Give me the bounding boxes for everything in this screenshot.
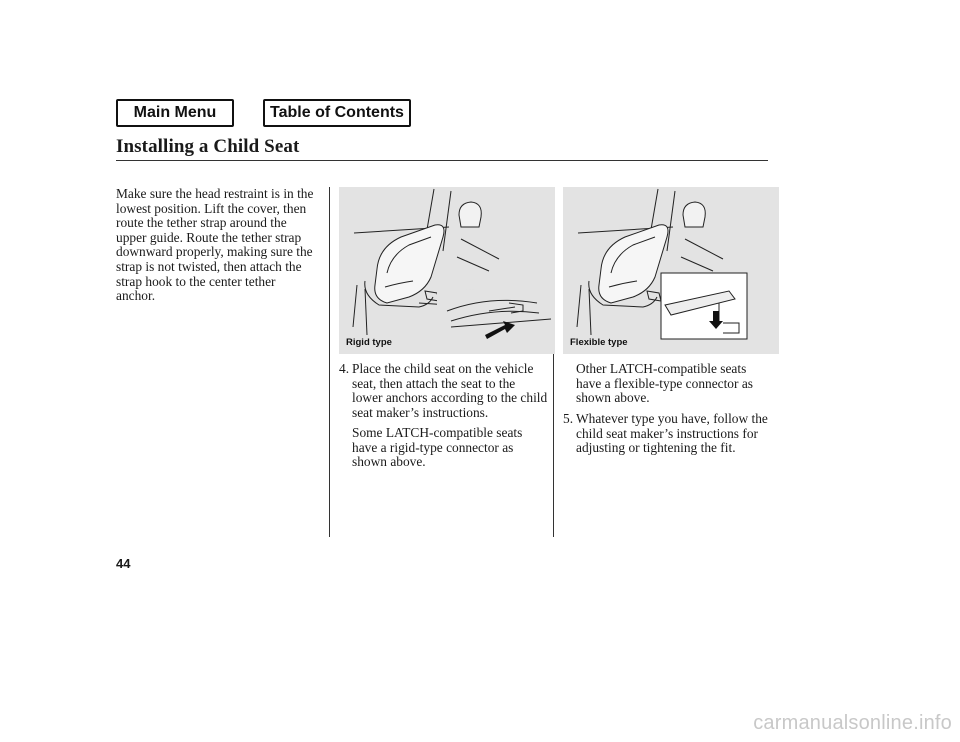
step-text: Whatever type you have, follow the child seat maker’s instructions for adjusting or tightening the fit. [576, 411, 768, 456]
step-text: Place the child seat on the vehicle seat, then attach the seat to the lower anchors according to the child seat maker’s instructions. [352, 361, 548, 420]
rigid-connector-illustration [339, 187, 555, 354]
figure-caption-rigid: Rigid type [346, 337, 392, 348]
flexible-connector-illustration [563, 187, 779, 354]
watermark: carmanualsonline.info [753, 712, 952, 734]
step-number: 5. [563, 411, 574, 426]
step-4-note: Some LATCH-compatible seats have a rigid-type connector as shown above. [352, 425, 523, 470]
column-divider-left [329, 187, 330, 537]
figure-rigid-type [339, 187, 555, 354]
main-menu-button[interactable]: Main Menu [116, 99, 234, 127]
flexible-note: Other LATCH-compatible seats have a flexible-type connector as shown above. [576, 361, 753, 406]
step-5 [563, 412, 773, 456]
figure-caption-flexible: Flexible type [570, 337, 628, 348]
step-4 [339, 362, 549, 420]
figure-flexible-type [563, 187, 779, 354]
page-title: Installing a Child Seat [116, 136, 300, 157]
step-number: 4. [339, 361, 350, 376]
page-number: 44 [116, 556, 131, 571]
table-of-contents-button[interactable]: Table of Contents [263, 99, 411, 127]
instruction-paragraph: Make sure the head restraint is in the lowest position. Lift the cover, then route the tether strap around the upper guide. Route the tether strap downward properly, making sure the strap is not twisted, then attach the strap hook to the center tether anchor. [116, 186, 314, 304]
title-divider [116, 160, 768, 161]
